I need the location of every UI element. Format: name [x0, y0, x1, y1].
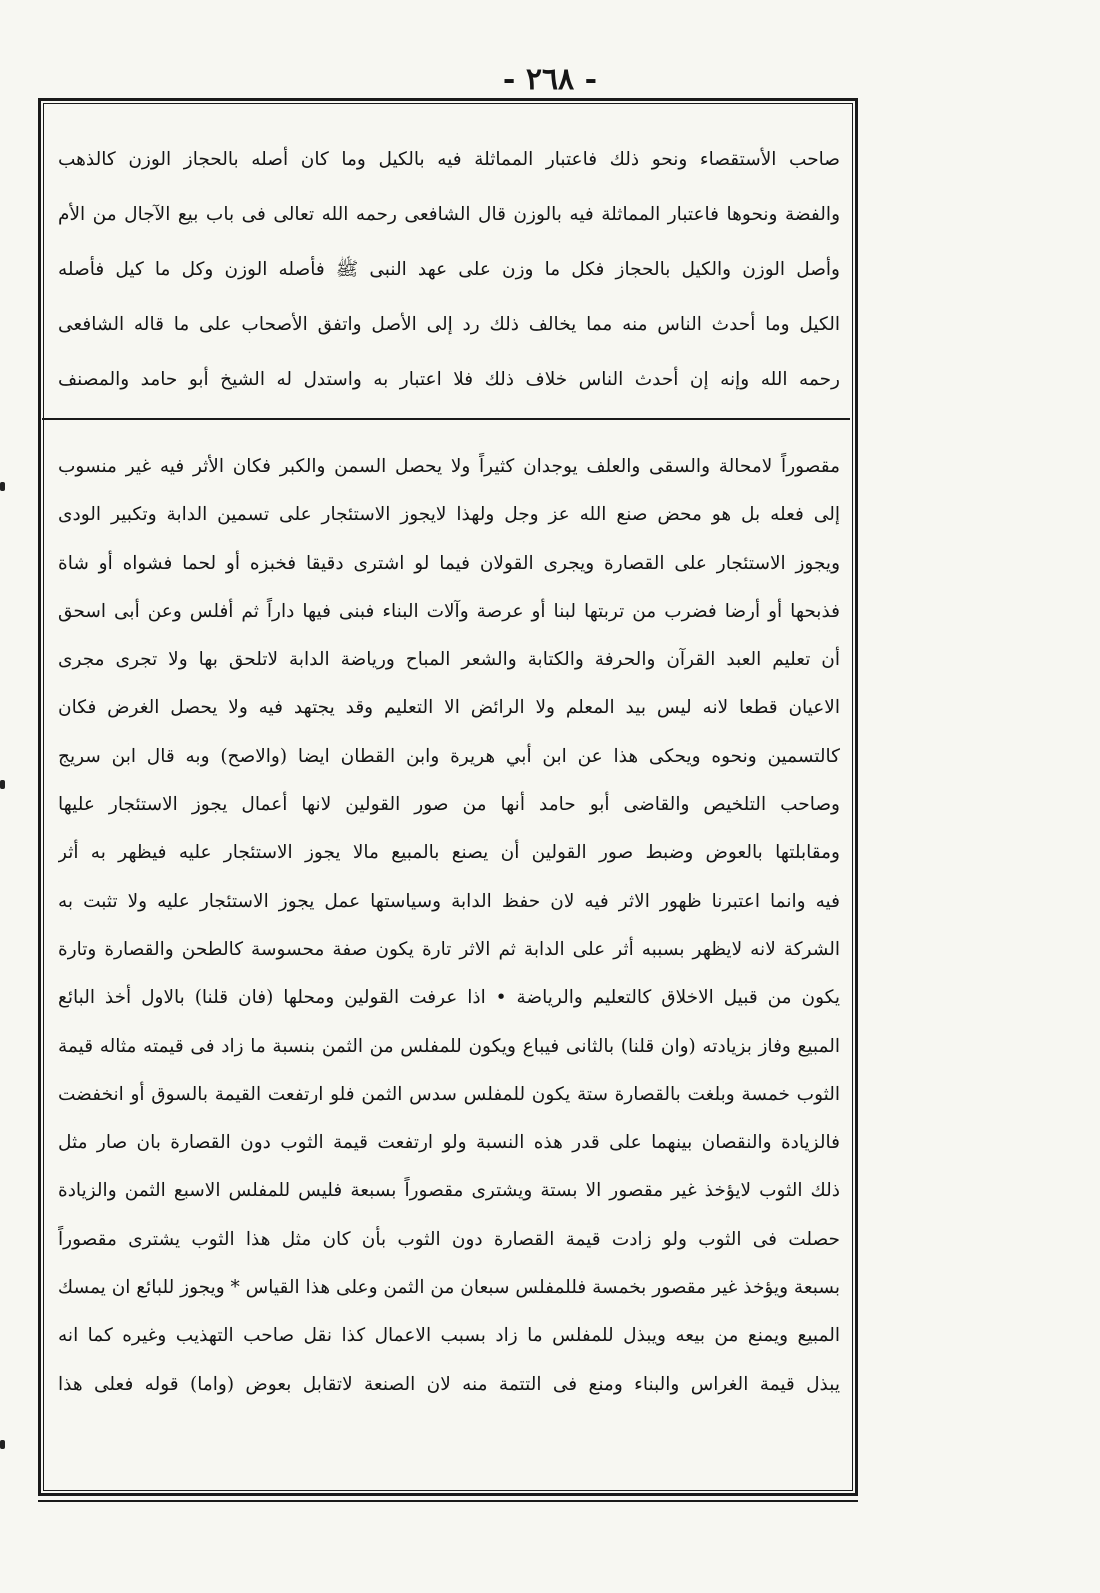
lower-line: فالزيادة والنقصان بينهما على قدر هذه النسبة ولو ارتفعت قيمة الثوب دون القصارة بان صار مثل — [58, 1132, 840, 1154]
upper-text-block — [58, 132, 840, 407]
lower-line: الشركة لانه لايظهر بسببه أثر على الدابة ثم الاثر تارة يكون صفة محسوسة كالطحن والقصارة وتارة — [58, 938, 840, 960]
lower-line: بسبعة ويؤخذ غير مقصور بخمسة فللمفلس سبعان من الثمن وعلى هذا القياس * ويجوز للبائع ان يمسك — [58, 1277, 840, 1299]
scan-mark — [0, 780, 5, 789]
lower-line: الثوب خمسة وبلغت بالقصارة ستة يكون للمفلس سدس الثمن فلو ارتفعت القيمة بالسوق أو انخفضت — [58, 1083, 840, 1105]
lower-line: ويجوز الاستئجار على القصارة ويجرى القولان فيما لو اشترى دقيقا فخبزه أو لحما فشواه أو شاة — [58, 552, 840, 574]
scan-mark — [0, 482, 5, 491]
lower-line: ذلك الثوب لايؤخذ غير مقصور الا بستة ويشترى مقصوراً بسبعة فليس للمفلس الاسبع الثمن والزيادة — [58, 1180, 840, 1202]
section-divider — [42, 418, 850, 420]
lower-line: فيه وانما اعتبرنا ظهور الاثر فيه لان حفظ الدابة وسياستها عمل يجوز الاستئجار عليه ولا تثبت به — [58, 890, 840, 912]
lower-line: المبيع وفاز بزيادته (وان قلنا) بالثانى فيباع ويكون للمفلس من الثمن بنسبة ما زاد فى قيمته مثاله قيمة — [58, 1035, 840, 1057]
lower-line: ومقابلتها بالعوض وضبط صور القولين أن يصنع بالمبيع مالا يجوز الاستئجار عليه فيظهر به أثر — [58, 842, 840, 864]
upper-line: والفضة ونحوها فاعتبار المماثلة فيه بالوزن قال الشافعى رحمه الله تعالى فى باب بيع الآجال من الأم — [58, 204, 840, 225]
lower-line: وصاحب التلخيص والقاضى أبو حامد أنها من صور القولين لانها أعمال يجوز الاستئجار عليها — [58, 794, 840, 816]
lower-line: إلى فعله بل هو محض صنع الله عز وجل ولهذا لايجوز الاستئجار على تسمين الدابة وتكبير الودى — [58, 504, 840, 526]
lower-line: يبذل قيمة الغراس والبناء ومنع فى التتمة منه لان الصنعة لاتقابل بعوض (واما) قوله فعلى هذا — [58, 1373, 840, 1395]
lower-line: حصلت فى الثوب ولو زادت قيمة القصارة دون الثوب بأن كان مثل هذا الثوب يشترى مقصوراً — [58, 1228, 840, 1250]
upper-line: وأصل الوزن والكيل بالحجاز فكل ما وزن على عهد النبى ﷺ فأصله الوزن وكل ما كيل فأصله — [58, 259, 840, 280]
upper-line: صاحب الأستقصاء ونحو ذلك فاعتبار المماثلة فيه بالكيل وما كان أصله بالحجاز الوزن كالذهب — [58, 149, 840, 170]
lower-line: يكون من قبيل الاخلاق كالتعليم والرياضة • اذا عرفت القولين ومحلها (فان قلنا) بالاول أخذ البائع — [58, 987, 840, 1009]
lower-text-block — [58, 443, 840, 1409]
lower-line: فذبحها أو أرضا فضرب من تربتها لبنا أو عرصة وآلات البناء فبنى فيها داراً ثم أفلس وعن أبى اسحق — [58, 600, 840, 622]
upper-line: الكيل وما أحدث الناس منه مما يخالف ذلك رد إلى الأصل واتفق الأصحاب على ما قاله الشافعى — [58, 314, 840, 335]
frame-bottom-rule — [38, 1494, 858, 1502]
scan-mark — [0, 1440, 5, 1449]
lower-line: المبيع ويمنع من بيعه ويبذل للمفلس ما زاد بسبب الاعمال كذا نقل صاحب التهذيب وغيره كما انه — [58, 1325, 840, 1347]
lower-line: أن تعليم العبد القرآن والحرفة والكتابة والشعر المباح ورياضة الدابة لاتلحق بها ولا تجرى مجرى — [58, 649, 840, 671]
upper-line: رحمه الله وإنه إن أحدث الناس خلاف ذلك فلا اعتبار به واستدل له الشيخ أبو حامد والمصنف — [58, 369, 840, 390]
lower-line: كالتسمين ونحوه ويحكى هذا عن ابن أبي هريرة وابن القطان ايضا (والاصح) وبه قال ابن سريج — [58, 745, 840, 767]
lower-line: الاعيان قطعا لانه ليس بيد المعلم ولا الرائض الا التعليم وقد يجتهد فيه ولا يحصل الغرض فكان — [58, 697, 840, 719]
lower-line: مقصوراً لامحالة والسقى والعلف يوجدان كثيراً ولا يحصل السمن والكبر فكان الأثر فيه غير منسوب — [58, 456, 840, 477]
page-number: - ٢٦٨ - — [502, 62, 598, 97]
